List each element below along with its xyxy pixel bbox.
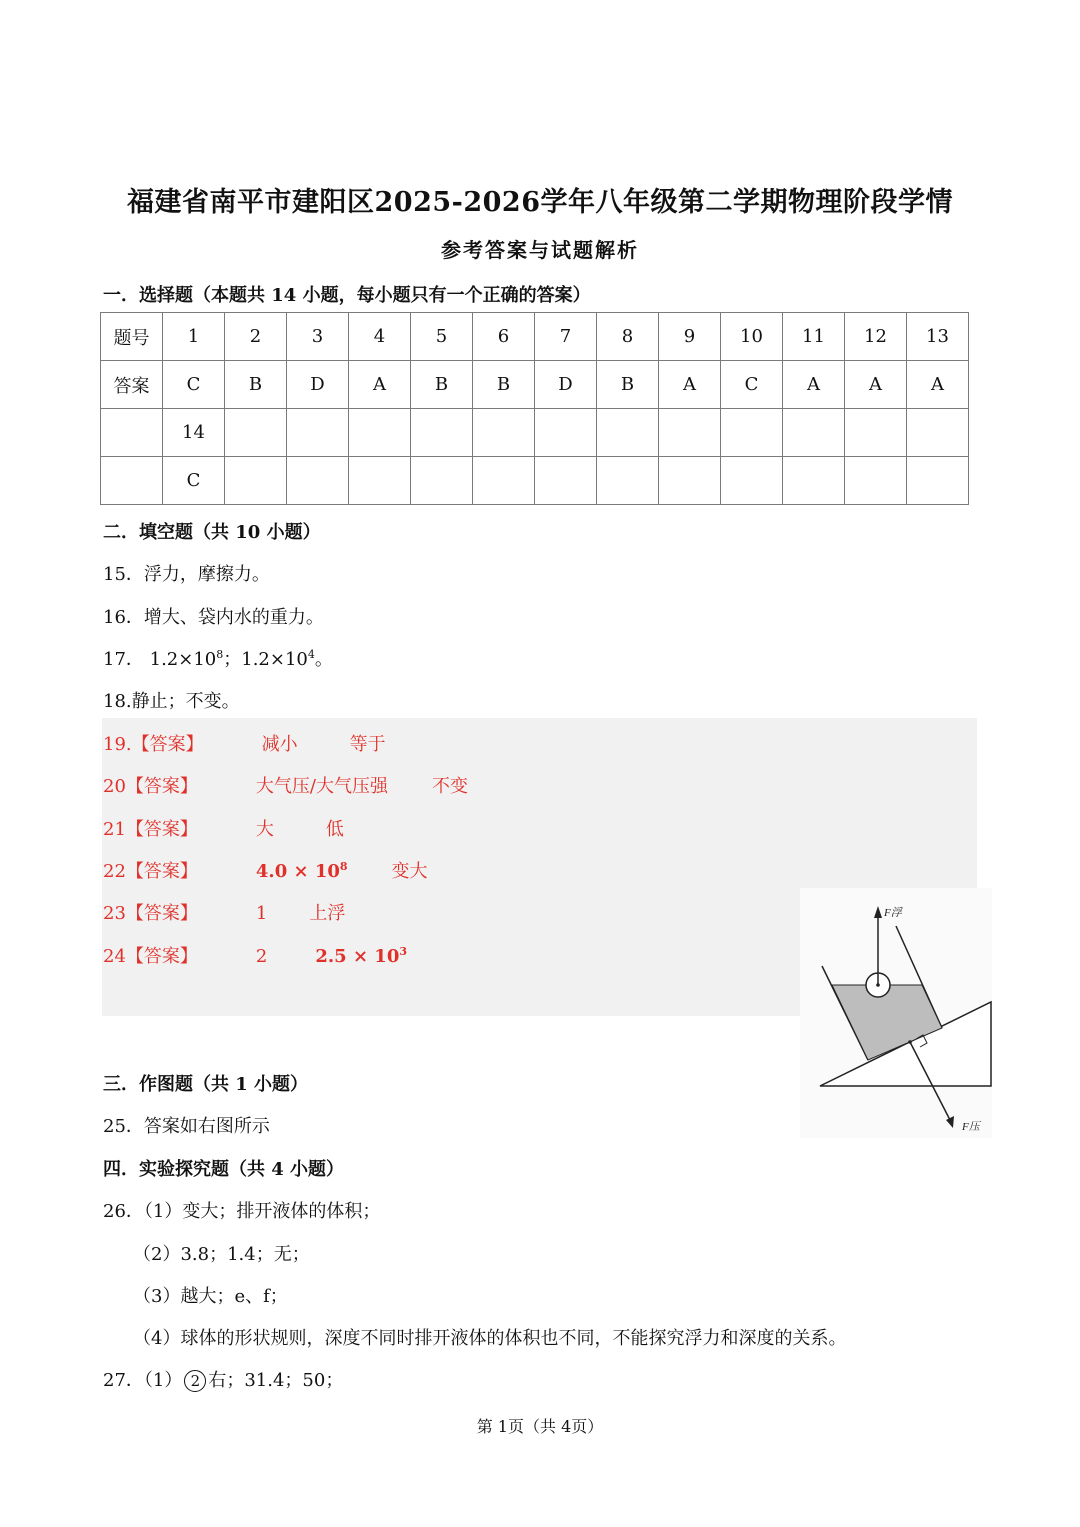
table-cell: 11 (783, 313, 845, 361)
answer-label: 22【答案】 (103, 861, 198, 882)
answer-label: 23【答案】 (103, 903, 198, 924)
force-diagram (800, 888, 992, 1138)
table-cell: A (783, 361, 845, 409)
table-cell: B (473, 361, 535, 409)
table-cell (101, 457, 163, 505)
answer-label: 24【答案】 (103, 946, 198, 967)
table-cell: 13 (907, 313, 969, 361)
table-cell: 5 (411, 313, 473, 361)
answer-27-rest: 右；31.4；50； (208, 1370, 344, 1391)
answer-22 (103, 857, 428, 883)
table-cell: B (597, 361, 659, 409)
answer-value: 大气压/大气压强 (255, 776, 388, 797)
circled-number: 2 (184, 1370, 206, 1392)
answer-value: 减小 (261, 734, 298, 755)
table-row (101, 457, 969, 505)
answer-value: 变大 (391, 861, 428, 882)
answer-value: 2.5 × 10 (315, 946, 400, 967)
answer-17 (103, 645, 333, 671)
table-cell: A (907, 361, 969, 409)
table-cell: 14 (163, 409, 225, 457)
answer-value: 2 (255, 946, 268, 967)
table-cell: 9 (659, 313, 721, 361)
table-cell: B (225, 361, 287, 409)
answer-21 (103, 815, 344, 841)
table-cell: D (535, 361, 597, 409)
page-footer: 第 1页（共 4页） (476, 1417, 604, 1436)
label-buoyancy: F浮 (884, 907, 902, 919)
answer-value: 等于 (349, 734, 386, 755)
exponent: 3 (399, 945, 407, 958)
answer-label: 19.【答案】 (103, 734, 204, 755)
table-cell: A (845, 361, 907, 409)
answer-25: 25．答案如右图所示 (103, 1116, 270, 1137)
table-cell: 8 (597, 313, 659, 361)
answer-15: 15．浮力，摩擦力。 (103, 564, 270, 585)
answer-26-part3: （3）越大；e、f； (133, 1286, 288, 1307)
table-row (101, 409, 969, 457)
answer-26-part4: （4）球体的形状规则，深度不同时排开液体的体积也不同，不能探究浮力和深度的关系。 (133, 1328, 847, 1349)
page-subtitle: 参考答案与试题解析 (441, 238, 639, 262)
answer-value: 1 (255, 903, 268, 924)
table-cell: 4 (349, 313, 411, 361)
answer-26-part2: （2）3.8；1.4；无； (133, 1244, 310, 1265)
section-choice-heading: 一．选择题（本题共 14 小题，每小题只有一个正确的答案） (103, 285, 591, 306)
page-title: 福建省南平市建阳区2025-2026学年八年级第二学期物理阶段学情 (127, 187, 953, 218)
section-drawing-heading: 三．作图题（共 1 小题） (103, 1074, 309, 1095)
table-row (101, 361, 969, 409)
answer-18: 18.静止；不变。 (103, 691, 240, 712)
table-cell: 1 (163, 313, 225, 361)
table-cell: D (287, 361, 349, 409)
answer-23 (103, 899, 345, 925)
answer-20 (103, 772, 468, 798)
answer-value: 不变 (431, 776, 468, 797)
table-cell: 7 (535, 313, 597, 361)
table-cell: 10 (721, 313, 783, 361)
table-cell: 2 (225, 313, 287, 361)
answer-label: 21【答案】 (103, 819, 198, 840)
answer-value: 上浮 (309, 903, 346, 924)
answer-16: 16．增大、袋内水的重力。 (103, 607, 324, 628)
table-cell (101, 409, 163, 457)
table-cell: A (349, 361, 411, 409)
table-cell: 3 (287, 313, 349, 361)
table-cell: A (659, 361, 721, 409)
table-header-cell: 题号 (101, 313, 163, 361)
table-row (101, 313, 969, 361)
exponent: 8 (339, 860, 348, 873)
answer-value: 4.0 × 10 (255, 861, 340, 882)
answer-26-part1: 26．（1）变大；排开液体的体积； (103, 1201, 381, 1222)
answer-17-part: ；1.2×10 (223, 649, 308, 670)
answer-value: 大 (255, 819, 274, 840)
table-cell: C (721, 361, 783, 409)
exponent: 4 (307, 648, 315, 661)
answer-17-part: 17． 1.2×10 (103, 649, 217, 670)
label-pressure: F压 (962, 1121, 980, 1133)
table-header-cell: 答案 (101, 361, 163, 409)
table-cell: 6 (473, 313, 535, 361)
exponent: 8 (216, 648, 224, 661)
table-cell: C (163, 361, 225, 409)
answer-value: 低 (325, 819, 344, 840)
answer-24 (103, 942, 407, 968)
force-diagram-svg (800, 888, 992, 1138)
section-experiment-heading: 四．实验探究题（共 4 小题） (103, 1159, 345, 1180)
section-fill-heading: 二．填空题（共 10 小题） (103, 522, 321, 543)
table-cell: C (163, 457, 225, 505)
answer-27 (103, 1366, 343, 1392)
answer-table (100, 312, 969, 505)
table-cell: 12 (845, 313, 907, 361)
answer-27-prefix: 27．（1） (103, 1370, 183, 1391)
answer-label: 20【答案】 (103, 776, 198, 797)
table-cell: B (411, 361, 473, 409)
answer-19 (103, 730, 386, 756)
answer-17-part: 。 (314, 649, 333, 670)
